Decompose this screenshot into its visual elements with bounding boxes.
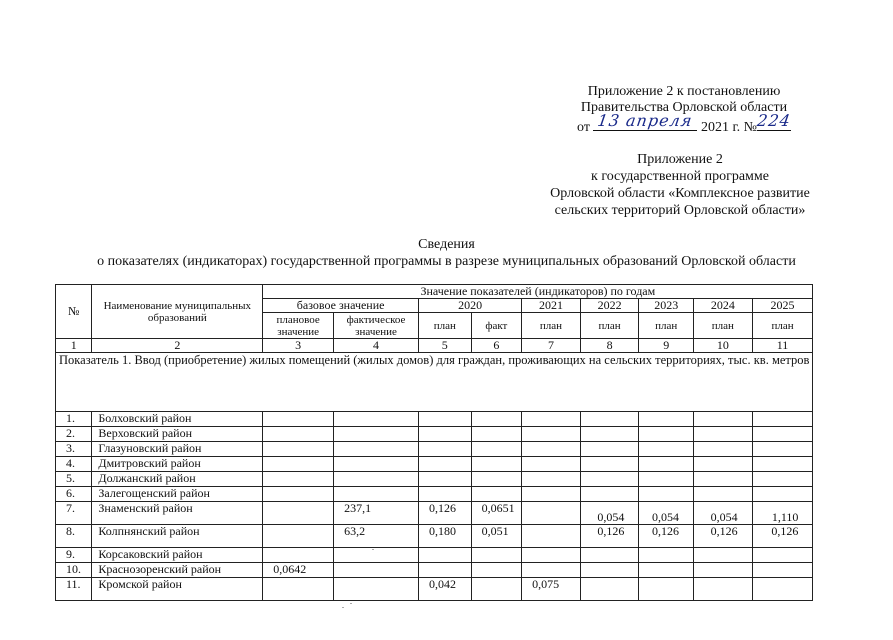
municipality-name: Должанский район [92, 472, 263, 487]
municipality-name: Болховский район [92, 412, 263, 427]
value-cell [471, 457, 522, 472]
value-cell: 0,042 [419, 578, 472, 601]
value-cell: 0,126 [580, 525, 639, 548]
value-cell [419, 472, 472, 487]
table-row [56, 548, 813, 563]
value-cell [752, 427, 813, 442]
value-cell: 1,110 [752, 502, 813, 525]
value-cell [263, 525, 334, 548]
row-number: 6. [56, 487, 92, 502]
value-cell: 0,0642 [263, 563, 334, 578]
value-cell: 0,054 [639, 502, 694, 525]
value-cell: 0,126 [694, 525, 753, 548]
value-cell [419, 563, 472, 578]
table-row [56, 457, 813, 472]
value-cell [694, 578, 753, 601]
value-cell: 0,054 [580, 502, 639, 525]
column-index: 1 [56, 339, 92, 353]
municipality-name: Глазуновский район [92, 442, 263, 457]
column-index: 8 [580, 339, 639, 353]
value-cell [580, 548, 639, 563]
appendix-line-2: Правительства Орловской области [580, 100, 788, 115]
header-2023: 2023 [639, 299, 694, 313]
value-cell [639, 427, 694, 442]
value-cell [334, 412, 419, 427]
table-row [56, 427, 813, 442]
value-cell [580, 472, 639, 487]
value-cell [263, 472, 334, 487]
column-index: 11 [752, 339, 813, 353]
value-cell [639, 548, 694, 563]
municipality-name: Краснозоренский район [92, 563, 263, 578]
column-index: 5 [419, 339, 472, 353]
value-cell [639, 412, 694, 427]
appendix2-line-3: Орловской области «Комплексное развитие [550, 186, 810, 201]
value-cell [522, 427, 581, 442]
municipality-name: Дмитровский район [92, 457, 263, 472]
header-fact-2020: факт [471, 313, 522, 339]
header-num: № [56, 285, 92, 339]
row-number: 7. [56, 502, 92, 525]
value-cell [580, 412, 639, 427]
value-cell [639, 563, 694, 578]
header-2024: 2024 [694, 299, 753, 313]
column-index-row [56, 339, 813, 353]
header-actual-value: фактическое значение [334, 313, 419, 339]
municipality-name: Кромской район [92, 578, 263, 601]
header-plan-2021: план [522, 313, 581, 339]
header-2025: 2025 [752, 299, 813, 313]
header-plan-2025: план [752, 313, 813, 339]
value-cell [334, 578, 419, 601]
value-cell [752, 442, 813, 457]
municipality-name: Верховский район [92, 427, 263, 442]
row-number: 3. [56, 442, 92, 457]
value-cell [471, 472, 522, 487]
value-cell [263, 427, 334, 442]
appendix-date-line [552, 111, 816, 136]
value-cell [580, 578, 639, 601]
handwritten-date: 13 апреля [596, 111, 695, 130]
value-cell [580, 427, 639, 442]
value-cell [334, 548, 419, 563]
value-cell [471, 578, 522, 601]
value-cell [580, 457, 639, 472]
header-plan-2023: план [639, 313, 694, 339]
appendix2-line-1: Приложение 2 [637, 152, 723, 167]
value-cell [522, 442, 581, 457]
value-cell [334, 442, 419, 457]
from-label: от [577, 120, 590, 135]
municipality-name: Залегощенский район [92, 487, 263, 502]
value-cell [694, 487, 753, 502]
column-index: 7 [522, 339, 581, 353]
value-cell [522, 457, 581, 472]
value-cell [419, 487, 472, 502]
value-cell [263, 502, 334, 525]
indicator-title: Показатель 1. Ввод (приобретение) жилых помещений (жилых домов) для граждан, проживающих на сельских территориях, тыс. кв. метров [56, 353, 813, 412]
header-values-group: Значение показателей (индикаторов) по годам [263, 285, 813, 299]
value-cell [522, 472, 581, 487]
value-cell [752, 548, 813, 563]
date-field [593, 111, 697, 131]
appendix2-line-2: к государственной программе [591, 169, 769, 184]
value-cell [522, 525, 581, 548]
appendix2-header [532, 151, 828, 219]
row-number: 10. [56, 563, 92, 578]
municipality-name: Корсаковский район [92, 548, 263, 563]
value-cell [334, 472, 419, 487]
value-cell [752, 412, 813, 427]
value-cell [639, 472, 694, 487]
row-number: 9. [56, 548, 92, 563]
header-plan-2020: план [419, 313, 472, 339]
value-cell [471, 442, 522, 457]
scan-speck [372, 549, 374, 550]
appendix2-line-4: сельских территорий Орловской области» [554, 203, 806, 218]
value-cell [522, 502, 581, 525]
value-cell [522, 548, 581, 563]
value-cell: 237,1 [334, 502, 419, 525]
header-base: базовое значение [263, 299, 419, 313]
value-cell [419, 457, 472, 472]
header-planned-value: плановое значение [263, 313, 334, 339]
value-cell [263, 578, 334, 601]
indicator-row [56, 353, 813, 412]
row-number: 11. [56, 578, 92, 601]
handwritten-number: 224 [755, 111, 793, 130]
column-index: 10 [694, 339, 753, 353]
value-cell [334, 457, 419, 472]
column-index: 6 [471, 339, 522, 353]
value-cell [580, 487, 639, 502]
table-row [56, 525, 813, 548]
table-row [56, 578, 813, 601]
column-index: 9 [639, 339, 694, 353]
value-cell: 0,054 [694, 502, 753, 525]
document-subtitle: о показателях (индикаторах) государственной программы в разрезе муниципальных образований Орловской области [97, 254, 796, 269]
value-cell [471, 548, 522, 563]
municipality-name: Знаменский район [92, 502, 263, 525]
appendix-line-1: Приложение 2 к постановлению [587, 84, 781, 99]
column-index: 4 [334, 339, 419, 353]
value-cell [694, 427, 753, 442]
value-cell: 0,180 [419, 525, 472, 548]
number-field [755, 111, 793, 131]
value-cell [471, 487, 522, 502]
value-cell: 0,126 [752, 525, 813, 548]
header-plan-2022: план [580, 313, 639, 339]
value-cell [419, 442, 472, 457]
value-cell [471, 563, 522, 578]
value-cell [639, 457, 694, 472]
header-2022: 2022 [580, 299, 639, 313]
row-number: 1. [56, 412, 92, 427]
value-cell [471, 412, 522, 427]
value-cell: 0,075 [522, 578, 581, 601]
table-row [56, 472, 813, 487]
row-number: 5. [56, 472, 92, 487]
header-2020: 2020 [419, 299, 522, 313]
value-cell [694, 442, 753, 457]
year-label: 2021 г. № [700, 120, 757, 135]
value-cell: 63,2 [334, 525, 419, 548]
value-cell [263, 548, 334, 563]
column-index: 2 [92, 339, 263, 353]
municipality-name: Колпнянский район [92, 525, 263, 548]
value-cell [694, 457, 753, 472]
scan-speck [350, 603, 352, 604]
value-cell [263, 442, 334, 457]
value-cell [694, 548, 753, 563]
indicators-table [55, 284, 813, 601]
value-cell [471, 427, 522, 442]
value-cell [752, 472, 813, 487]
header-plan-2024: план [694, 313, 753, 339]
value-cell [334, 427, 419, 442]
value-cell: 0,126 [419, 502, 472, 525]
value-cell [419, 548, 472, 563]
value-cell [419, 427, 472, 442]
value-cell [639, 442, 694, 457]
row-number: 2. [56, 427, 92, 442]
value-cell [580, 442, 639, 457]
row-number: 8. [56, 525, 92, 548]
table-row [56, 412, 813, 427]
value-cell [334, 563, 419, 578]
header-2021: 2021 [522, 299, 581, 313]
value-cell: 0,051 [471, 525, 522, 548]
value-cell [522, 487, 581, 502]
value-cell [752, 578, 813, 601]
document-title: Сведения [418, 237, 475, 252]
value-cell [752, 457, 813, 472]
value-cell [263, 412, 334, 427]
value-cell: 0,0651 [471, 502, 522, 525]
table-row [56, 487, 813, 502]
scan-speck [342, 607, 344, 608]
value-cell [334, 487, 419, 502]
value-cell [639, 487, 694, 502]
table-row [56, 563, 813, 578]
value-cell [263, 457, 334, 472]
value-cell [694, 563, 753, 578]
value-cell [580, 563, 639, 578]
value-cell [752, 487, 813, 502]
table-row [56, 502, 813, 525]
value-cell [263, 487, 334, 502]
table-row [56, 442, 813, 457]
appendix-header [552, 84, 816, 136]
value-cell [694, 472, 753, 487]
value-cell [752, 563, 813, 578]
value-cell [522, 412, 581, 427]
value-cell [419, 412, 472, 427]
value-cell: 0,126 [639, 525, 694, 548]
value-cell [522, 563, 581, 578]
column-index: 3 [263, 339, 334, 353]
header-name: Наименование муниципальных образований [92, 285, 263, 339]
value-cell [694, 412, 753, 427]
row-number: 4. [56, 457, 92, 472]
value-cell [639, 578, 694, 601]
